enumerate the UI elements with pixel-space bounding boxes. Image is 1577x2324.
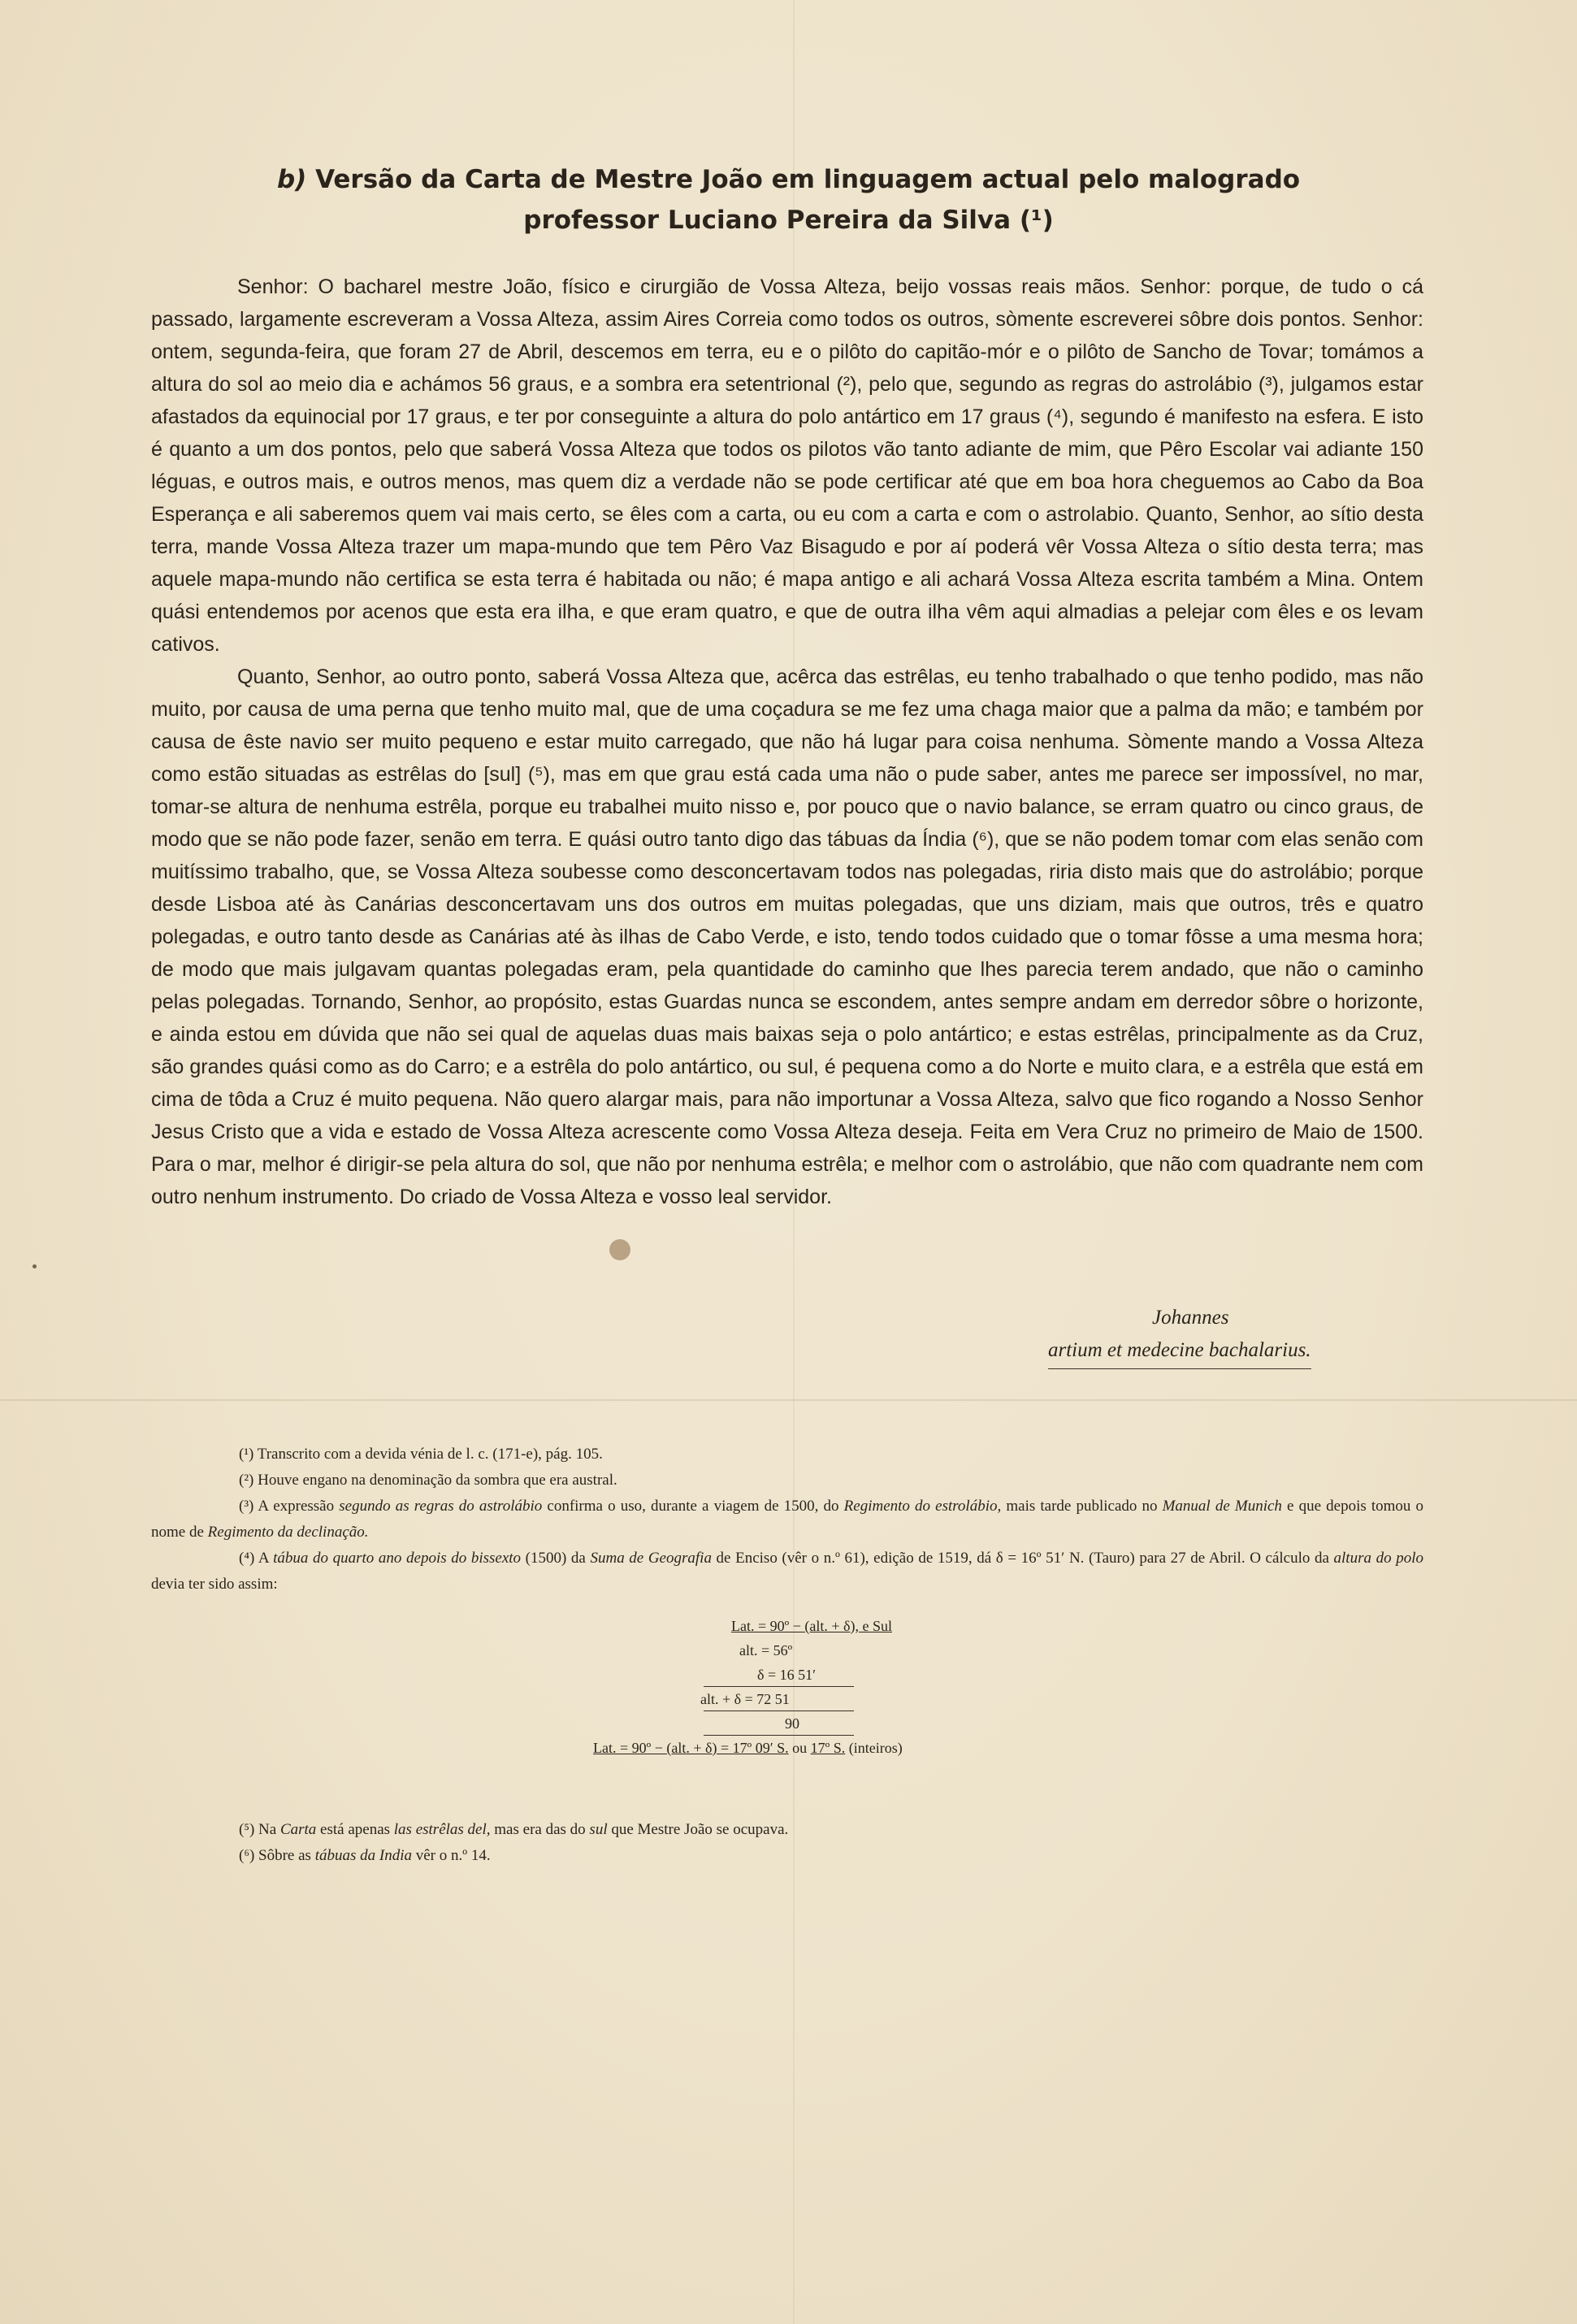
footnote-2: (²) Houve engano na denominação da sombra que era austral. — [239, 1472, 617, 1489]
letter-body — [151, 271, 1423, 1213]
calc-alt: alt. = 56º — [739, 1642, 793, 1658]
calc-delta: δ = 16 51′ — [757, 1667, 817, 1683]
footnote-5: (⁵) Na Carta está apenas las estrêlas del, mas era das do sul que Mestre João se ocupava. — [239, 1821, 789, 1838]
footnotes-continued — [151, 1817, 1423, 1869]
calc-result-whole: 17º S. — [810, 1740, 846, 1756]
heading-prefix: b) — [276, 165, 307, 194]
document-heading — [162, 159, 1415, 241]
signature-name: Johannes — [1152, 1307, 1229, 1329]
calc-sum: alt. + δ = 72 51 — [700, 1691, 790, 1707]
calc-result: Lat. = 90º − (alt. + δ) = 17º 09′ S. — [593, 1740, 789, 1756]
footnote-4: (⁴) A tábua do quarto ano depois do bissexto (1500) da Suma de Geografia de Enciso (vêr o n.º 61), edição de 1519, dá δ = 16º 51′ N. (Tauro) para 27 de Abril. O cálculo da altura do polo devia ter sido assim: — [151, 1550, 1423, 1593]
letter-paragraph-2: Quanto, Senhor, ao outro ponto, saberá Vossa Alteza que, acêrca das estrêlas, eu tenho trabalhado o que tenho podido, mas não muito, por causa de uma perna que tenho muito mal, que de uma coçadura se me fez uma chaga maior que a palma da mão; e também por causa de êste navio ser muito pequeno e estar muito carregado, que não há lugar para coisa nenhuma. Sòmente mando a Vossa Alteza como estão situadas as estrêlas do [sul] (⁵), mas em que grau está cada uma não o pude saber, antes me parece ser impossível, no mar, tomar-se altura de nenhuma estrêla, porque eu trabalhei muito nisso e, por pouco que o navio balance, se erram quatro ou cinco graus, de modo que se não pode fazer, senão em terra. E quási outro tanto digo das tábuas da Índia (⁶), que se não podem tomar com elas senão com muitíssimo trabalho, que, se Vossa Alteza soubesse como desconcertavam todos nas polegadas, riria disto mais que do astrolábio; porque desde Lisboa até às Canárias desconcertavam uns dos outros em muitas polegadas, que uns diziam, mais que outros, três e quatro polegadas, e outro tanto desde as Canárias até às ilhas de Cabo Verde, e isto, tendo todos cuidado que o tomar fôsse a uma mesma hora; de modo que mais julgavam quantas polegadas eram, pela quantidade do caminho que lhes parecia terem andado, que não o caminho pelas polegadas. Tornando, Senhor, ao propósito, estas Guardas nunca se escondem, antes sempre andam em derredor sôbre o horizonte, e ainda estou em dúvida que não sei qual de aquelas duas mais baixas seja o polo antártico; e estas estrêlas, principalmente as da Cruz, são grandes quási como as do Carro; e a estrêla do polo antártico, ou sul, é pequena como a do Norte e muito clara, e a estrêla que está em cima de tôda a Cruz é muito pequena. Não quero alargar mais, para não importunar a Vossa Alteza, salvo que fico rogando a Nosso Senhor Jesus Cristo que a vida e estado de Vossa Alteza acrescente como Vossa Alteza deseja. Feita em Vera Cruz no primeiro de Maio de 1500. Para o mar, melhor é dirigir-se pela altura do sol, que não por nenhuma estrêla; e melhor com o astrolábio, que não com quadrante nem com outro nenhum instrumento. Do criado de Vossa Alteza e vosso leal servidor. — [151, 666, 1423, 1208]
signature-title: artium et medecine bachalarius. — [1048, 1334, 1311, 1369]
heading-line-1: Versão da Carta de Mestre João em linguagem actual pelo malogrado — [315, 165, 1301, 194]
paper-stain — [609, 1239, 630, 1260]
calc-formula: Lat. = 90º − (alt. + δ), e Sul — [731, 1618, 892, 1634]
heading-line-2: professor Luciano Pereira da Silva (¹) — [523, 206, 1054, 235]
footnotes — [151, 1442, 1423, 1598]
latitude-calculation: Lat. = 90º − (alt. + δ), e Sul alt. = 56º δ = 16 51′ alt. + δ = 72 51 90 Lat. = 90º − (alt. + δ) = 17º 09′ S. ou 17º S. (inteiros) — [593, 1618, 903, 1756]
calc-ninety: 90 — [785, 1715, 799, 1732]
footnote-3: (³) A expressão segundo as regras do astrolábio confirma o uso, durante a viagem de 1500, do Regimento do estrolábio, mais tarde publicado no Manual de Munich e que depois tomou o nome de Regimento da declinação. — [151, 1498, 1424, 1541]
footnote-6: (⁶) Sôbre as tábuas da India vêr o n.º 14. — [239, 1847, 491, 1864]
paper-fold-horizontal — [0, 1399, 1577, 1401]
paper-speck — [32, 1264, 37, 1268]
signature — [1048, 1302, 1341, 1369]
letter-paragraph-1: Senhor: O bacharel mestre João, físico e cirurgião de Vossa Alteza, beijo vossas reais mãos. Senhor: porque, de tudo o cá passado, largamente escreveram a Vossa Alteza, assim Aires Correia como todos os outros, sòmente escreverei sôbre dois pontos. Senhor: ontem, segunda-feira, que foram 27 de Abril, descemos em terra, eu e o pilôto do capitão-mór e o pilôto de Sancho de Tovar; tomámos a altura do sol ao meio dia e achámos 56 graus, e a sombra era setentrional (²), pelo que, segundo as regras do astrolábio (³), julgamos estar afastados da equinocial por 17 graus, e ter por conseguinte a altura do polo antártico em 17 graus (⁴), segundo é manifesto na esfera. E isto é quanto a um dos pontos, pelo que saberá Vossa Alteza que todos os pilotos vão tanto adiante de mim, que Pêro Escolar vai adiante 150 léguas, e outros mais, e outros menos, mas quem diz a verdade não se pode certificar até que em boa hora cheguemos ao Cabo da Boa Esperança e ali saberemos quem vai mais certo, se êles com a carta, ou eu com a carta e com o astrolabio. Quanto, Senhor, ao sítio desta terra, mande Vossa Alteza trazer um mapa-mundo que tem Pêro Vaz Bisagudo e por aí poderá vêr Vossa Alteza o sítio desta terra; mas aquele mapa-mundo não certifica se esta terra é habitada ou não; é mapa antigo e ali achará Vossa Alteza escrita também a Mina. Ontem quási entendemos por acenos que esta era ilha, e que eram quatro, e que de outra ilha vêm aqui almadias a pelejar com êles e os levam cativos. — [151, 275, 1423, 656]
footnote-1: (¹) Transcrito com a devida vénia de l. c. (171-e), pág. 105. — [239, 1446, 603, 1463]
